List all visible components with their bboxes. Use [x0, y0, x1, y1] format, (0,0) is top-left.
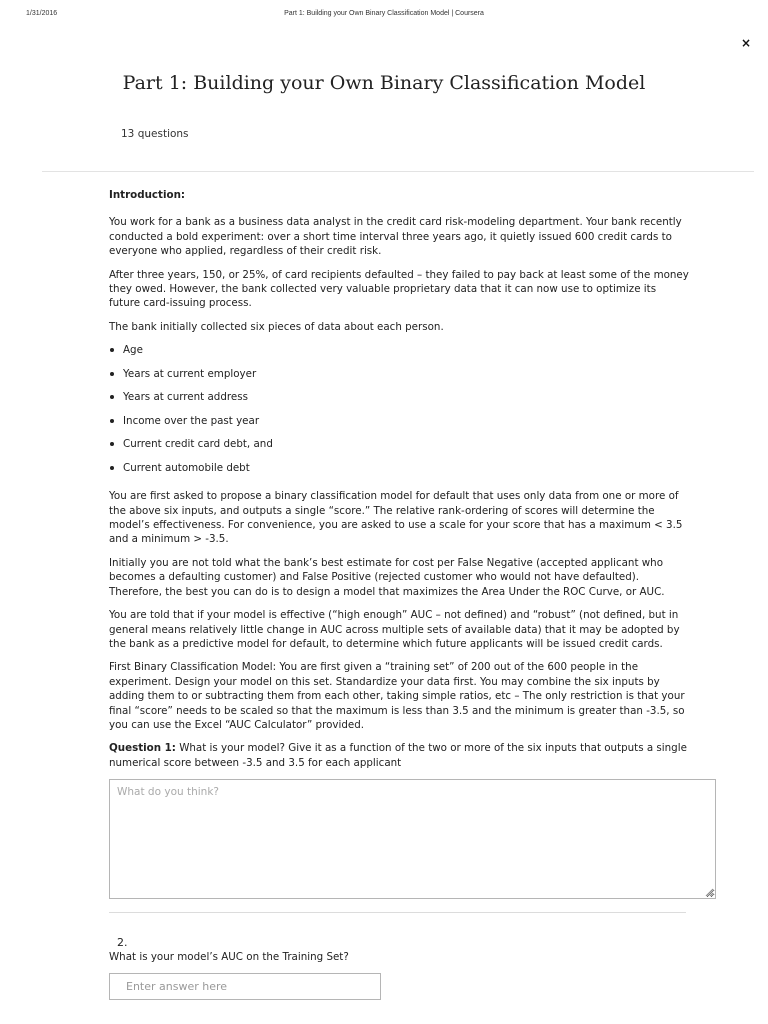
print-date: 1/31/2016 [26, 10, 58, 17]
intro-heading: Introduction: [109, 189, 186, 201]
intro-paragraph-5: Initially you are not told what the bank’s best estimate for cost per False Negative (accepted applicant who becomes a defaulting customer) and False Positive (rejected customer who would not have defaulted). Therefore, the best you can do is to design a model that maximizes the Area Under the ROC Curve, or AUC. [109, 556, 665, 598]
question-1-prompt [109, 741, 689, 770]
print-header [0, 10, 768, 24]
header-divider [42, 171, 754, 172]
list-item: Years at current address [109, 390, 689, 414]
quiz-title: Part 1: Building your Own Binary Classification Model [122, 72, 646, 94]
question-1-answer-field[interactable] [109, 779, 716, 899]
intro-paragraph-7: First Binary Classification Model: You are first given a “training set” of 200 out of the 600 people in the experiment. Design your model on this set. Standardize your data first. You may combine the six inputs by adding them to or subtracting them from each other, taking simple ratios, etc – The only restriction is that your final “score” needs to be scaled so that the maximum is less than 3.5 and the minimum is greater than -3.5, so you can use the Excel “AUC Calculator” provided. [109, 661, 685, 731]
intro-paragraph-1: You work for a bank as a business data analyst in the credit card risk-modeling department. Your bank recently conducted a bold experiment: over a short time interval three years ago, it quietly issued 600 credit cards to everyone who applied, regardless of their credit risk. [109, 216, 682, 258]
intro-paragraph-3: The bank initially collected six pieces of data about each person. [109, 320, 444, 333]
question-divider [109, 912, 686, 913]
data-fields-list [109, 343, 689, 484]
intro-paragraph-2: After three years, 150, or 25%, of card recipients defaulted – they failed to pay back at least some of the money they owed. However, the bank collected very valuable proprietary data that it can now use to optimize its future card-issuing process. [109, 268, 689, 310]
question-2-number: 2. [117, 936, 128, 949]
question-1-label: Question 1: [109, 742, 176, 755]
question-count: 13 questions [121, 128, 189, 140]
list-item: Years at current employer [109, 367, 689, 391]
list-item: Current credit card debt, and [109, 437, 689, 461]
list-item: Income over the past year [109, 414, 689, 438]
question-1-content [109, 188, 689, 779]
list-item: Current automobile debt [109, 461, 689, 485]
question-2-text: What is your model’s AUC on the Training Set? [109, 951, 349, 963]
question-2-answer-input[interactable] [109, 973, 381, 1000]
question-1-text: What is your model? Give it as a function of the two or more of the six inputs that outputs a single numerical score between -3.5 and 3.5 for each applicant [109, 742, 687, 769]
close-icon[interactable]: × [740, 36, 752, 50]
intro-paragraph-4: You are first asked to propose a binary classification model for default that uses only data from one or more of the above six inputs, and outputs a single “score.” The relative rank-ordering of scores will determine the model’s effectiveness. For convenience, you are asked to use a scale for your score that has a maximum < 3.5 and a minimum > -3.5. [109, 490, 683, 546]
resize-handle-icon[interactable] [705, 888, 714, 897]
intro-paragraph-6: You are told that if your model is effective (“high enough” AUC – not defined) and “robust” (not defined, but in general means relatively little change in AUC across multiple sets of available data) that it may be adopted by the bank as a predictive model for default, to determine which future applicants will be issued credit cards. [109, 609, 680, 650]
print-page-title: Part 1: Building your Own Binary Classification Model | Coursera [284, 10, 484, 17]
list-item: Age [109, 343, 689, 367]
